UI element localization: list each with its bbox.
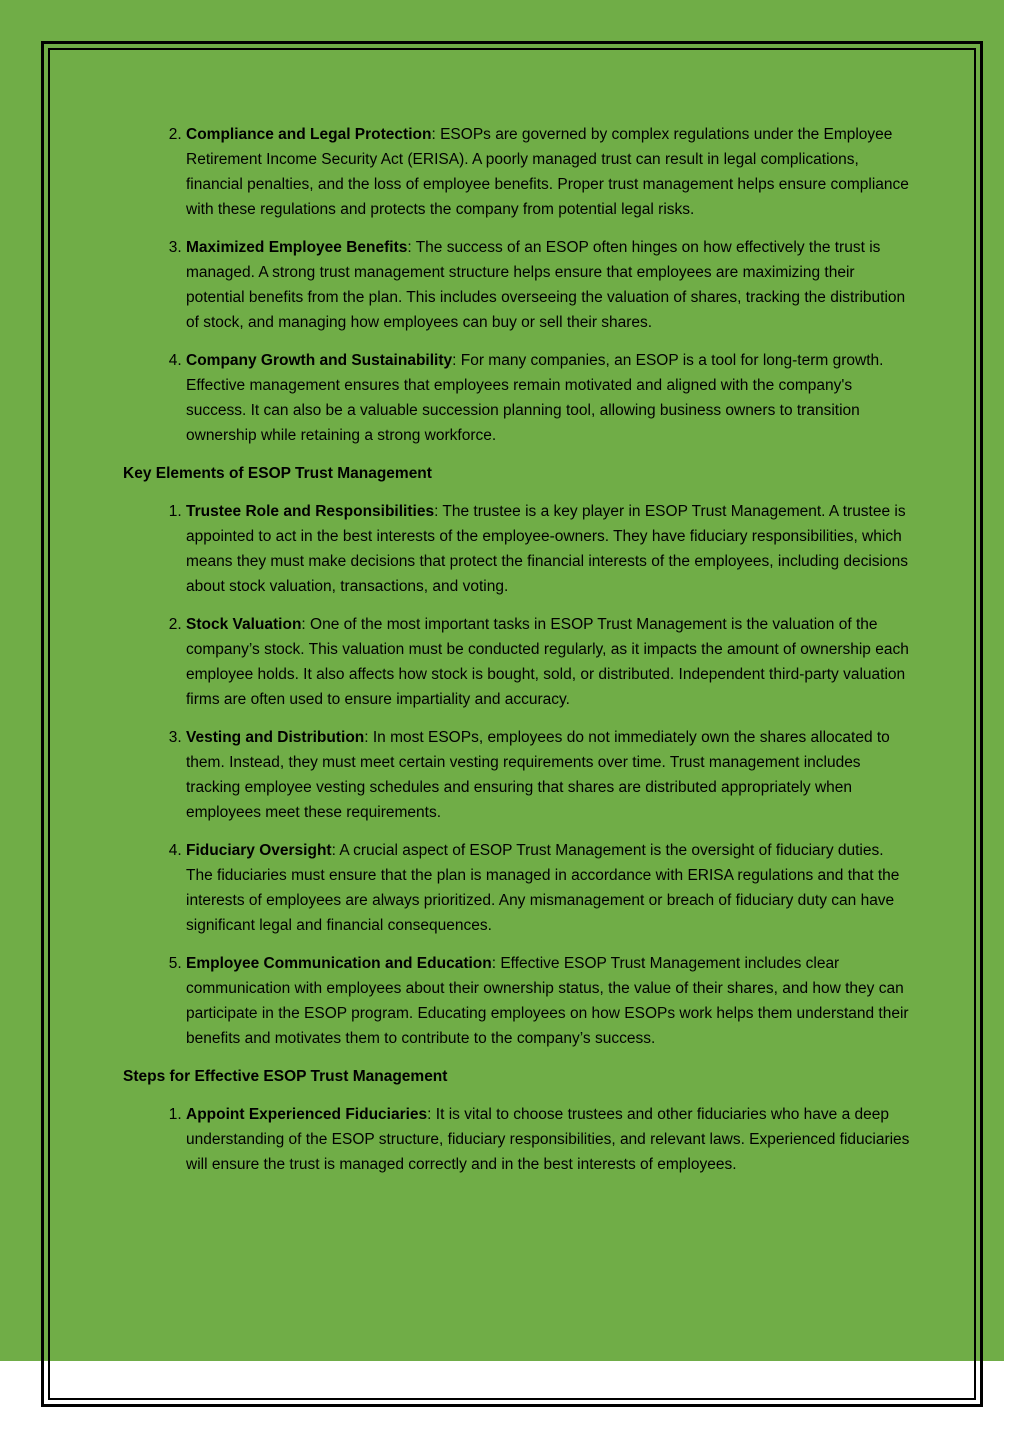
list-item-term: Stock Valuation: [186, 616, 302, 633]
list-item-text: : For many companies, an ESOP is a tool for long-term growth. Effective management ensures that employees remain motivated and aligned with the company's success. It can also be a valuable succession planning tool, allowing business owners to transition ownership while retaining a strong workforce.: [186, 352, 884, 444]
list-item: [186, 499, 913, 599]
steps-list: [123, 1102, 913, 1177]
list-item: [186, 1102, 913, 1177]
list-item: [186, 838, 913, 938]
list-item: [186, 235, 913, 335]
list-item: [186, 122, 913, 222]
key-elements-list: [123, 499, 913, 1051]
list-item-text: : The trustee is a key player in ESOP Trust Management. A trustee is appointed to act in the best interests of the employee-owners. They have fiduciary responsibilities, which means they must make decisions that protect the financial interests of the employees, including decisions about stock valuation, transactions, and voting.: [186, 503, 908, 595]
list-item-text: : One of the most important tasks in ESOP Trust Management is the valuation of the company’s stock. This valuation must be conducted regularly, as it impacts the amount of ownership each employee holds. It also affects how stock is bought, sold, or distributed. Independent third-party valuation firms are often used to ensure impartiality and accuracy.: [186, 616, 909, 708]
list-item-term: Maximized Employee Benefits: [186, 239, 408, 256]
list-item-text: : In most ESOPs, employees do not immediately own the shares allocated to them. Instead, they must meet certain vesting requirements over time. Trust management includes tracking employee vesting schedules and ensuring that shares are distributed appropriately when employees meet these requirements.: [186, 729, 890, 821]
list-item: [186, 725, 913, 825]
list-item-text: : The success of an ESOP often hinges on how effectively the trust is managed. A strong trust management structure helps ensure that employees are maximizing their potential benefits from the plan. This includes overseeing the valuation of shares, tracking the distribution of stock, and managing how employees can buy or sell their shares.: [186, 239, 906, 331]
list-item-term: Compliance and Legal Protection: [186, 126, 432, 143]
list-item-term: Employee Communication and Education: [186, 955, 492, 972]
document-body: [123, 122, 913, 1190]
list-item-text: : ESOPs are governed by complex regulations under the Employee Retirement Income Security Act (ERISA). A poorly managed trust can result in legal complications, financial penalties, and the loss of employee benefits. Proper trust management helps ensure compliance with these regulations and protects the company from potential legal risks.: [186, 126, 909, 218]
list-item-term: Fiduciary Oversight: [186, 842, 332, 859]
list-item-term: Company Growth and Sustainability: [186, 352, 453, 369]
list-item-text: : A crucial aspect of ESOP Trust Management is the oversight of fiduciary duties. The fiduciaries must ensure that the plan is managed in accordance with ERISA regulations and that the interests of employees are always prioritized. Any mismanagement or breach of fiduciary duty can have significant legal and financial consequences.: [186, 842, 900, 934]
section-heading-key-elements: Key Elements of ESOP Trust Management: [123, 465, 432, 482]
list-item-term: Appoint Experienced Fiduciaries: [186, 1106, 428, 1123]
list-item: [186, 612, 913, 712]
importance-list: [123, 122, 913, 448]
list-item-term: Trustee Role and Responsibilities: [186, 503, 435, 520]
list-item-term: Vesting and Distribution: [186, 729, 365, 746]
section-heading-steps: Steps for Effective ESOP Trust Management: [123, 1068, 448, 1085]
list-item: [186, 348, 913, 448]
list-item-text: : It is vital to choose trustees and other fiduciaries who have a deep understanding of the ESOP structure, fiduciary responsibilities, and relevant laws. Experienced fiduciaries will ensure the trust is managed correctly and in the best interests of employees.: [186, 1106, 910, 1173]
list-item-text: : Effective ESOP Trust Management includes clear communication with employees about their ownership status, the value of their shares, and how they can participate in the ESOP program. Educating employees on how ESOPs work helps them understand their benefits and motivates them to contribute to the company’s success.: [186, 955, 909, 1047]
list-item: [186, 951, 913, 1051]
